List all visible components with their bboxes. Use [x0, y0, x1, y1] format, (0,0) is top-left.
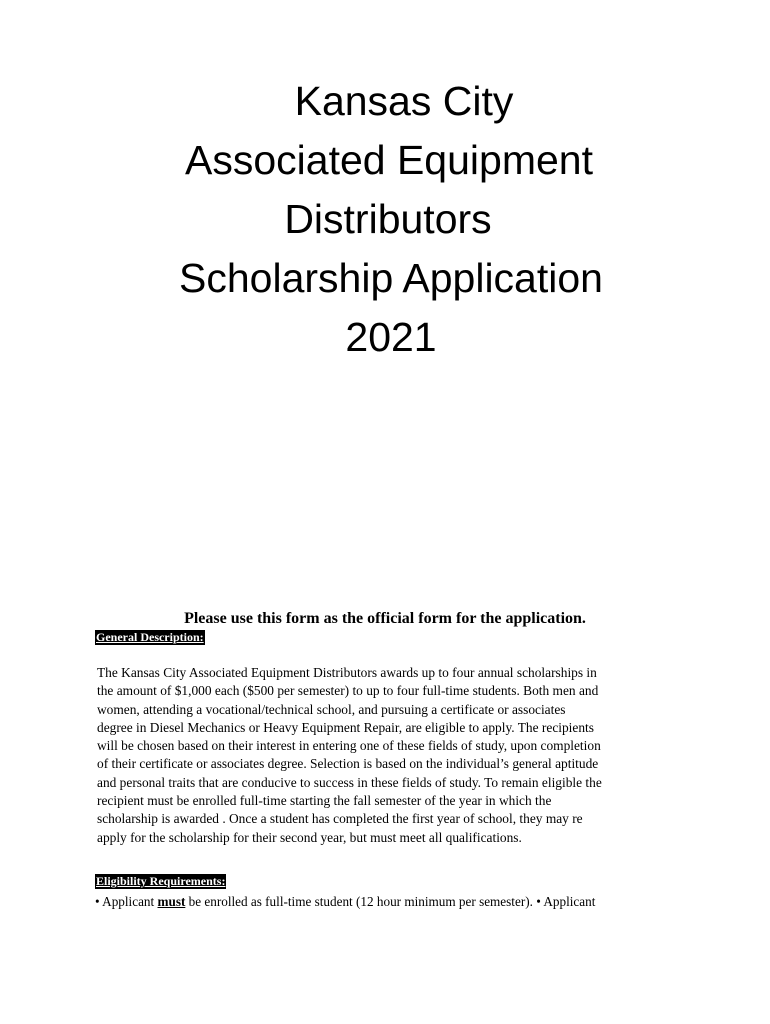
- title-line-2: Associated Equipment: [185, 137, 593, 183]
- paragraph-line: apply for the scholarship for their second year, but must meet all qualifications.: [97, 829, 522, 845]
- title-line-1: Kansas City: [294, 78, 514, 124]
- bullet-prefix: • Applicant: [95, 894, 158, 909]
- official-form-notice-text: Please use this form as the official form for the application.: [184, 610, 586, 627]
- general-description-paragraph: [97, 664, 687, 847]
- paragraph-line: degree in Diesel Mechanics or Heavy Equipment Repair, are eligible to apply. The recipients: [97, 719, 594, 735]
- general-description-label: General Description:: [96, 630, 204, 644]
- title-line-4: Scholarship Application: [179, 255, 603, 301]
- bullet-rest: be enrolled as full-time student (12 hour minimum per semester). • Applicant: [185, 894, 596, 909]
- official-form-notice: [0, 609, 770, 629]
- paragraph-line: and personal traits that are conducive to success in these fields of study. To remain eligible the: [97, 774, 602, 790]
- paragraph-line: scholarship is awarded . Once a student has completed the first year of school, they may re: [97, 811, 583, 827]
- paragraph-line: women, attending a vocational/technical school, and pursuing a certificate or associates: [97, 701, 566, 717]
- paragraph-line: recipient must be enrolled full-time starting the fall semester of the year in which the: [97, 793, 552, 809]
- paragraph-line: The Kansas City Associated Equipment Distributors awards up to four annual scholarships in: [97, 665, 597, 680]
- document-title: [0, 72, 770, 367]
- must-emphasis: must: [157, 894, 186, 909]
- title-line-3: Distributors: [284, 196, 492, 242]
- eligibility-requirements-label: Eligibility Requirements:: [96, 874, 226, 888]
- paragraph-line: the amount of $1,000 each ($500 per semester) to up to four full-time students. Both men and: [97, 683, 599, 699]
- title-line-5: 2021: [345, 314, 437, 360]
- eligibility-bullet: [95, 893, 715, 911]
- paragraph-line: of their certificate or associates degree. Selection is based on the individual’s general aptitude: [97, 756, 599, 772]
- paragraph-line: will be chosen based on their interest in entering one of these fields of study, upon completion: [97, 738, 601, 754]
